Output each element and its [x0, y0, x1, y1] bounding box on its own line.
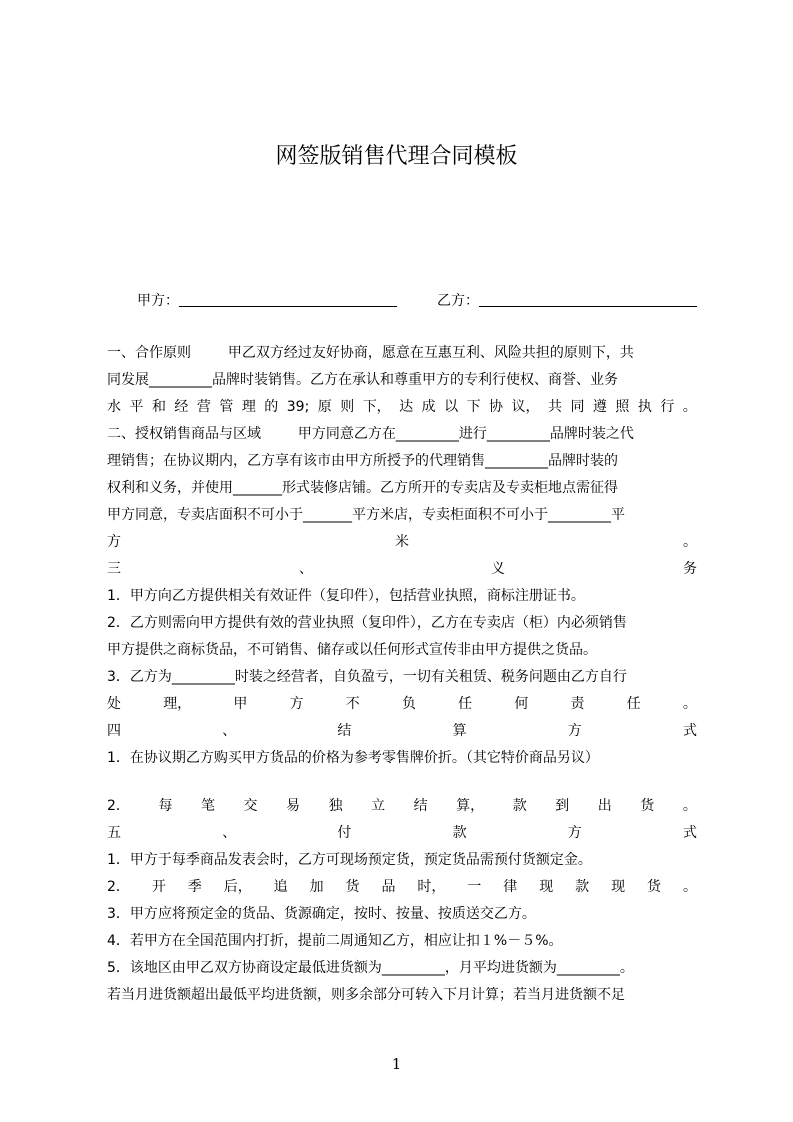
justified-word: 同 [570, 399, 585, 415]
justified-word: 的 [264, 399, 279, 415]
paragraph-line: 2．乙方则需向甲方提供有效的营业执照（复印件），乙方在专卖店（柜）内必须销售 [107, 615, 627, 631]
justified-word: 理 [241, 399, 256, 415]
justified-word: 。 [682, 879, 697, 895]
justified-word: 算 [452, 723, 467, 739]
justified-word: 平 [129, 399, 144, 415]
justified-word: 品 [381, 879, 396, 895]
justified-word: 议， [511, 399, 540, 415]
justified-word: 原 [317, 399, 332, 415]
justified-word: 现 [539, 879, 554, 895]
justified-word: 独 [328, 798, 343, 814]
justified-word: 水 [107, 399, 121, 415]
justified-word: 交 [243, 798, 258, 814]
page-number: 1 [391, 1055, 402, 1073]
justified-word: 以 [444, 399, 459, 415]
justified-word: 何 [514, 696, 529, 712]
paragraph-line: 3．乙方为_________时装之经营者，自负盈亏，一切有关租赁、税务问题由乙方自行 [107, 669, 627, 685]
justified-line [107, 529, 697, 556]
justified-word: 时， [417, 879, 446, 895]
contract-body [107, 340, 697, 1009]
justified-word: 追 [273, 879, 288, 895]
paragraph-line: 同发展_________品牌时装销售。乙方在承认和尊重甲方的专利行使权、商誉、业务 [107, 372, 618, 388]
justified-word: 、 [299, 561, 313, 577]
justified-word: 一 [467, 879, 482, 895]
party-b-label: 乙方： [437, 293, 479, 309]
party-signature-row [137, 288, 707, 314]
justified-word: 39; [286, 399, 310, 415]
justified-word: 到 [555, 798, 570, 814]
justified-word: 出 [597, 798, 612, 814]
justified-word: 后， [223, 879, 252, 895]
paragraph-line: 理销售；在协议期内，乙方享有该市由甲方所授予的代理销售_________品牌时装的 [107, 453, 618, 469]
justified-word: 。 [682, 399, 697, 415]
justified-word: 方 [289, 696, 304, 712]
paragraph-line: 甲方提供之商标货品，不可销售、储存或以任何形式宣传非由甲方提供之货品。 [107, 642, 597, 658]
paragraph-line: 权利和义务，并使用_______形式装修店铺。乙方所开的专卖店及专卖柜地点需征得 [107, 480, 618, 496]
justified-word: 季 [187, 879, 202, 895]
justified-word: 不 [345, 696, 360, 712]
paragraph-line: 5．该地区由甲乙双方协商设定最低进货额为_________，月平均进货额为_________。 [107, 960, 634, 976]
justified-word: 结 [337, 723, 352, 739]
justified-line [107, 874, 697, 901]
justified-word: 执 [637, 399, 652, 415]
justified-word: 和 [151, 399, 166, 415]
justified-word: 方 [107, 534, 121, 550]
justified-word: 照 [615, 399, 630, 415]
justified-word: 下， [362, 399, 391, 415]
justified-word: 处 [107, 696, 121, 712]
justified-word: 达 [399, 399, 414, 415]
paragraph-line: 若当月进货额超出最低平均进货额，则多余部分可转入下月计算；若当月进货额不足 [107, 987, 625, 1003]
justified-word: 管 [219, 399, 234, 415]
justified-word: 五 [107, 825, 121, 841]
justified-word: 负 [401, 696, 416, 712]
party-a-label: 甲方： [137, 293, 179, 309]
party-b-blank-line [479, 288, 697, 307]
justified-word: 责 [570, 696, 585, 712]
justified-word: 下 [466, 399, 481, 415]
party-a-blank-line [179, 288, 397, 307]
justified-word: 则 [340, 399, 355, 415]
justified-word: 笔 [200, 798, 215, 814]
justified-word: 共 [547, 399, 562, 415]
justified-word: 结 [413, 798, 428, 814]
justified-word: 协 [489, 399, 504, 415]
justified-word: 易 [286, 798, 301, 814]
justified-word: 甲 [233, 696, 248, 712]
justified-word: 立 [371, 798, 386, 814]
justified-word: 款 [452, 825, 467, 841]
justified-word: 。 [682, 798, 697, 814]
justified-word: 现 [611, 879, 626, 895]
justified-word: 2． [107, 879, 130, 895]
party-a-field [137, 288, 397, 314]
section-heading-payment [107, 820, 697, 847]
paragraph-line: 4．若甲方在全国范围内打折，提前二周通知乙方，相应让扣１%－５%。 [107, 933, 563, 949]
paragraph-gap [107, 772, 697, 793]
justified-word: 式 [682, 723, 697, 739]
justified-word: 式 [682, 825, 697, 841]
justified-word: 2． [107, 798, 130, 814]
justified-word: 理， [163, 696, 192, 712]
justified-word: 务 [683, 561, 697, 577]
justified-word: 任 [458, 696, 473, 712]
justified-word: 方 [567, 723, 582, 739]
paragraph-line: 3．甲方应将预定金的货品、货源确定，按时、按量、按质送交乙方。 [107, 906, 536, 922]
justified-word: 、 [222, 825, 237, 841]
paragraph-line: 1．甲方于每季商品发表会时，乙方可现场预定货，预定货品需预付货额定金。 [107, 852, 592, 868]
justified-word: 营 [196, 399, 211, 415]
justified-word: 经 [174, 399, 189, 415]
justified-word: 货 [647, 879, 662, 895]
justified-line [107, 691, 697, 718]
paragraph-line: 一、合作原则 甲乙双方经过友好协商，愿意在互惠互利、风险共担的原则下，共 [107, 345, 634, 361]
justified-word: 米 [395, 534, 409, 550]
justified-line [107, 394, 697, 421]
justified-word: 每 [158, 798, 173, 814]
justified-word: 货 [345, 879, 360, 895]
justified-word: 行 [660, 399, 675, 415]
paragraph-line: 1．在协议期乙方购买甲方货品的价格为参考零售牌价折。（其它特价商品另议） [107, 750, 599, 766]
justified-word: 货 [640, 798, 655, 814]
justified-word: 义 [491, 561, 505, 577]
justified-word: 开 [151, 879, 166, 895]
justified-line [107, 793, 697, 820]
justified-word: 任 [626, 696, 641, 712]
justified-word: 成 [421, 399, 436, 415]
justified-word: 三 [107, 561, 121, 577]
paragraph-line: 甲方同意，专卖店面积不可小于_______平方米店，专卖柜面积不可小于_________平 [107, 507, 625, 523]
justified-word: 加 [309, 879, 324, 895]
justified-word: 付 [337, 825, 352, 841]
justified-word: 。 [682, 696, 697, 712]
section-heading-obligations [107, 556, 697, 583]
document-title: 网签版销售代理合同模板 [275, 144, 518, 169]
justified-word: 算， [456, 798, 485, 814]
section-heading-settlement [107, 718, 697, 745]
paragraph-line: 1．甲方向乙方提供相关有效证件（复印件），包括营业执照，商标注册证书。 [107, 588, 585, 604]
justified-word: 律 [503, 879, 518, 895]
justified-word: 四 [107, 723, 121, 739]
justified-word: 款 [512, 798, 527, 814]
justified-word: 方 [567, 825, 582, 841]
justified-word: 款 [575, 879, 590, 895]
justified-word: 、 [222, 723, 237, 739]
paragraph-line: 二、授权销售商品与区域 甲方同意乙方在_________进行_________品牌时装之代 [107, 426, 634, 442]
party-b-field [437, 288, 697, 314]
justified-word: 。 [683, 534, 697, 550]
justified-word: 遵 [592, 399, 607, 415]
